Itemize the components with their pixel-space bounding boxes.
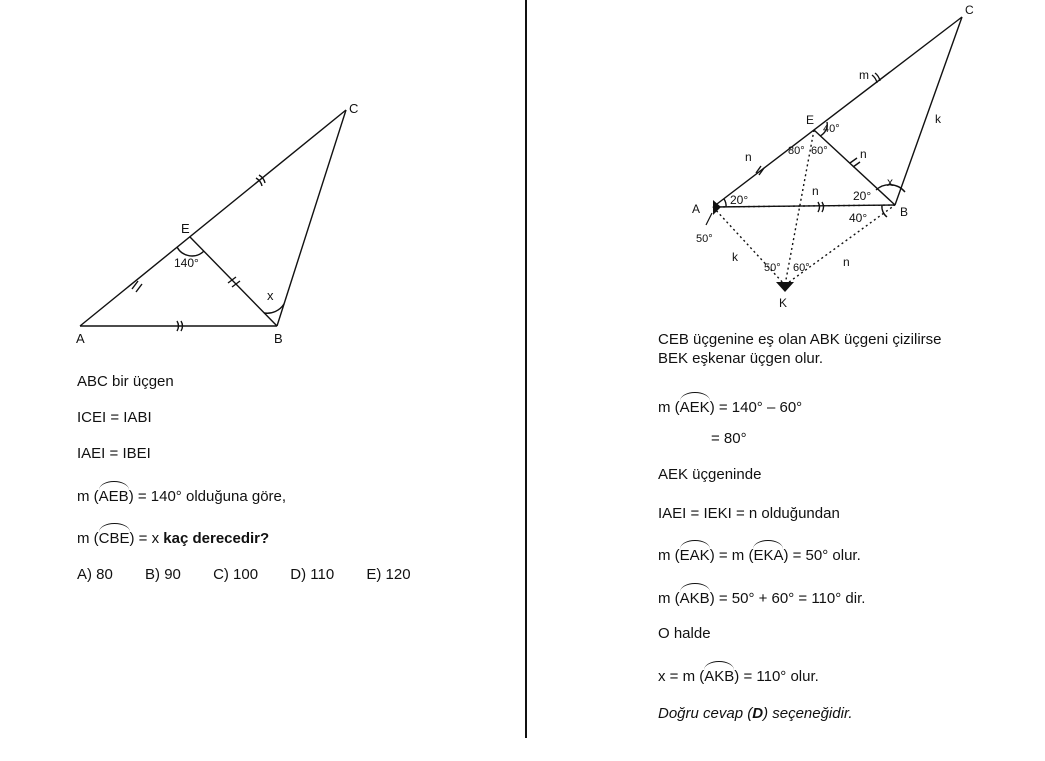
- arrow-50: [706, 213, 712, 225]
- text-fragment: ) = 50° olur.: [783, 547, 861, 564]
- label-k-bc: k: [935, 112, 941, 126]
- segment-ac: [713, 17, 962, 207]
- question-line-1: ABC bir üçgen: [77, 373, 174, 390]
- label-x: x: [267, 288, 274, 303]
- question-line-3: IAEI = IBEI: [77, 445, 151, 462]
- text-fragment: m (: [658, 547, 680, 564]
- text-fragment: ) = 50° + 60° = 110° dir.: [709, 590, 866, 607]
- label-n-eb: n: [860, 147, 867, 161]
- label-m: m: [859, 68, 869, 82]
- correct-answer-letter: D: [752, 705, 764, 722]
- text-fragment: Doğru cevap (: [658, 705, 753, 722]
- option-d[interactable]: D) 110: [290, 566, 335, 583]
- label-e: E: [181, 221, 190, 236]
- label-angle-50k: 50°: [764, 262, 781, 274]
- label-x: x: [887, 175, 893, 189]
- angle-eak: EAK: [679, 547, 710, 564]
- angle-aeb: AEB: [98, 488, 129, 505]
- correct-answer-line: [658, 705, 853, 723]
- label-b: B: [274, 331, 283, 346]
- solution-p1-line2: BEK eşkenar üçgen olur.: [658, 350, 824, 367]
- solution-step-8: [658, 666, 819, 686]
- text-fragment: ) = 110° olur.: [734, 668, 819, 685]
- label-n-ae: n: [745, 150, 752, 164]
- tick-mark: [850, 158, 857, 163]
- solution-step-6: [658, 588, 865, 608]
- label-a: A: [692, 202, 701, 216]
- text-fragment: x = m (: [658, 668, 705, 685]
- label-angle-60k: 60°: [793, 262, 810, 274]
- option-c[interactable]: C) 100: [213, 566, 259, 583]
- label-angle-60e: 60°: [811, 145, 828, 157]
- angle-akb: AKB: [679, 590, 710, 607]
- solution-p1-line1: CEB üçgenine eş olan ABK üçgeni çizilirse: [658, 331, 942, 348]
- question-line-5: [77, 528, 269, 548]
- angle-aek: AEK: [679, 399, 710, 416]
- angle-fill-k: [776, 282, 794, 292]
- label-angle-20b: 20°: [853, 189, 872, 203]
- label-c: C: [965, 3, 974, 17]
- label-angle-40: 40°: [823, 123, 840, 135]
- text-fragment: m (: [77, 530, 99, 547]
- tick-mark: [818, 202, 824, 212]
- question-line-4: [77, 486, 286, 506]
- label-angle-80: 80°: [788, 145, 805, 157]
- label-k: K: [779, 296, 788, 310]
- answer-options: [77, 566, 439, 584]
- angle-arc-a20: [724, 199, 726, 207]
- tick-mark: [853, 162, 860, 167]
- question-emphasis: kaç derecedir?: [163, 530, 270, 547]
- label-c: C: [349, 101, 359, 116]
- text-fragment: ) = 140° olduğuna göre,: [128, 488, 287, 505]
- tick-mark: [872, 73, 880, 83]
- label-angle-50a: 50°: [696, 233, 713, 245]
- label-n-ek: n: [812, 184, 819, 198]
- label-angle-e: 140°: [174, 256, 199, 270]
- label-angle-40b: 40°: [849, 211, 868, 225]
- label-b: B: [900, 205, 909, 219]
- solution-step-4: IAEI = IEKI = n olduğundan: [658, 505, 840, 522]
- label-k-ak: k: [732, 250, 738, 264]
- question-line-2: ICEI = IABI: [77, 409, 152, 426]
- label-e: E: [806, 113, 815, 127]
- option-e[interactable]: E) 120: [366, 566, 411, 583]
- text-fragment: ) = x: [129, 530, 164, 547]
- angle-cbe: CBE: [98, 530, 130, 547]
- solution-step-2: = 80°: [711, 430, 747, 447]
- text-fragment: ) = 140° – 60°: [709, 399, 803, 416]
- text-fragment: m (: [658, 590, 680, 607]
- solution-step-3: AEK üçgeninde: [658, 466, 762, 483]
- option-a[interactable]: A) 80: [77, 566, 113, 583]
- text-fragment: m (: [658, 399, 680, 416]
- text-fragment: m (: [77, 488, 99, 505]
- angle-akb: AKB: [704, 668, 735, 685]
- option-b[interactable]: B) 90: [145, 566, 181, 583]
- label-angle-20a: 20°: [730, 193, 749, 207]
- segment-cb: [895, 17, 962, 205]
- label-n-kb: n: [843, 255, 850, 269]
- text-fragment: ) = m (: [709, 547, 754, 564]
- label-a: A: [76, 331, 85, 346]
- solution-step-7: O halde: [658, 625, 711, 642]
- text-fragment: ) seçeneğidir.: [763, 705, 853, 722]
- solution-step-5: [658, 545, 861, 565]
- solution-step-1: [658, 397, 802, 417]
- angle-eka: EKA: [753, 547, 784, 564]
